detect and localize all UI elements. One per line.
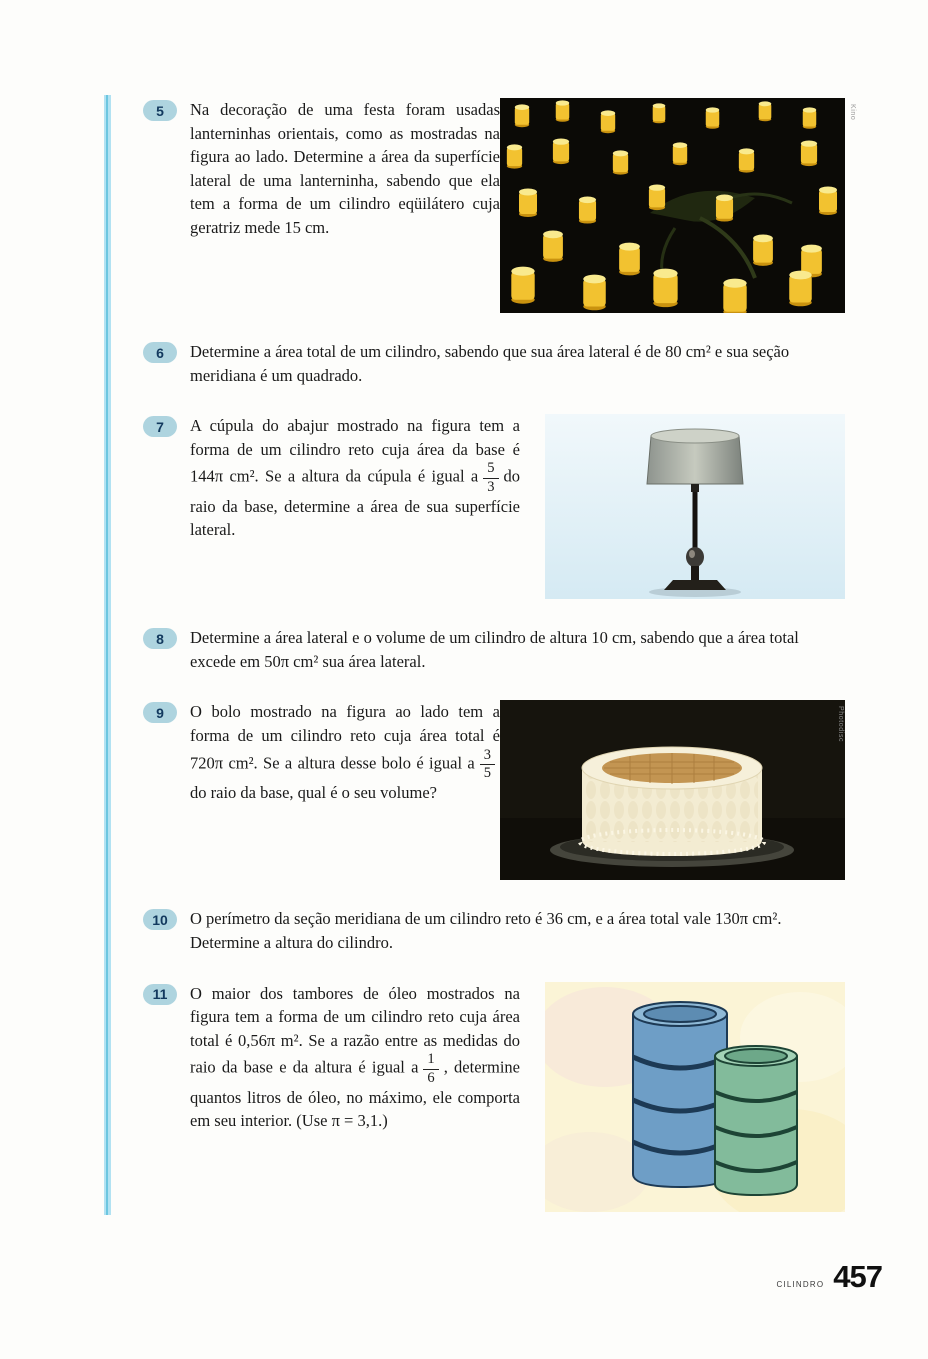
exercise-text <box>190 700 500 804</box>
cake-photo <box>500 700 845 880</box>
exercise-text <box>190 98 500 240</box>
fraction-numerator: 1 <box>423 1052 438 1069</box>
exercise-number-badge: 11 <box>143 984 177 1005</box>
exercise-8 <box>143 626 845 673</box>
page-content <box>143 98 856 1239</box>
cake-photo-art <box>500 700 845 880</box>
exercise-text-run: , determine quantos litros de óleo, no máximo, ele comporta em seu interior. (Use π = 3,1.) <box>190 1057 521 1131</box>
exercise-text-run: do raio da base, determine a área de sua superfície lateral. <box>190 466 520 540</box>
exercise-number-badge: 9 <box>143 702 177 723</box>
fraction <box>483 461 498 494</box>
exercise-6 <box>143 340 845 387</box>
exercise-9 <box>143 700 845 880</box>
lamp-photo <box>545 414 845 599</box>
exercise-text <box>190 340 845 387</box>
decorative-side-stripe <box>104 95 111 1215</box>
exercise-number-badge: 6 <box>143 342 177 363</box>
fraction-denominator: 6 <box>427 1069 435 1086</box>
exercise-number-badge: 8 <box>143 628 177 649</box>
exercise-text-run: Na decoração de uma festa foram usadas lanterninhas orientais, como as mostradas na figura ao lado. Determine a área da superfície lateral de uma lanterninha, sabendo que ela tem a forma de um cilindro eqüilátero cuja geratriz mede 15 cm. <box>190 100 500 237</box>
exercise-text-run: O perímetro da seção meridiana de um cilindro reto é 36 cm, e a área total vale 130π cm². Determine a altura do cilindro. <box>190 909 782 952</box>
exercise-5 <box>143 98 856 313</box>
exercise-text-run: A cúpula do abajur mostrado na figura tem a forma de um cilindro reto cuja área da base é 144π cm². Se a altura da cúpula é igual a <box>190 416 520 486</box>
exercise-text-run: O bolo mostrado na figura ao lado tem a forma de um cilindro reto cuja área total é 720π cm². Se a altura desse bolo é igual a <box>190 702 500 773</box>
photo-credit: Kino <box>849 104 856 121</box>
fraction-numerator: 5 <box>483 461 498 478</box>
chapter-label: CILINDRO <box>776 1280 825 1289</box>
exercise-11 <box>143 982 845 1212</box>
fraction-denominator: 5 <box>483 764 491 781</box>
exercise-10 <box>143 907 845 954</box>
exercise-text-run: Determine a área total de um cilindro, sabendo que sua área lateral é de 80 cm² e sua seção meridiana é um quadrado. <box>190 342 790 385</box>
exercise-text-run: O maior dos tambores de óleo mostrados na figura tem a forma de um cilindro reto cuja área total é 0,56π m². Se a razão entre as medidas do raio da base e da altura é igual a <box>190 983 520 1077</box>
photo-credit: Photodisc <box>837 706 844 743</box>
fraction <box>423 1052 438 1085</box>
fraction <box>480 748 495 781</box>
lanterns-photo <box>500 98 856 313</box>
exercise-text <box>190 907 845 954</box>
exercise-text-run: Determine a área lateral e o volume de um cilindro de altura 10 cm, sabendo que a área total excede em 50π cm² sua área lateral. <box>190 628 799 671</box>
exercise-number-badge: 7 <box>143 416 177 437</box>
exercise-number-badge: 5 <box>143 100 177 121</box>
page-footer <box>776 1259 882 1295</box>
oil-drums-illustration <box>545 982 845 1212</box>
lanterns-photo-art <box>500 98 845 313</box>
exercise-text <box>190 626 845 673</box>
exercise-7 <box>143 414 845 599</box>
lamp-photo-art <box>545 414 845 599</box>
oil-drums-art <box>545 982 845 1212</box>
exercise-text <box>190 982 520 1133</box>
exercise-text <box>190 414 520 542</box>
exercise-number-badge: 10 <box>143 909 177 930</box>
page-number: 457 <box>833 1259 882 1294</box>
exercise-text-run: do raio da base, qual é o seu volume? <box>190 783 437 803</box>
fraction-numerator: 3 <box>480 748 495 765</box>
fraction-denominator: 3 <box>487 478 495 495</box>
